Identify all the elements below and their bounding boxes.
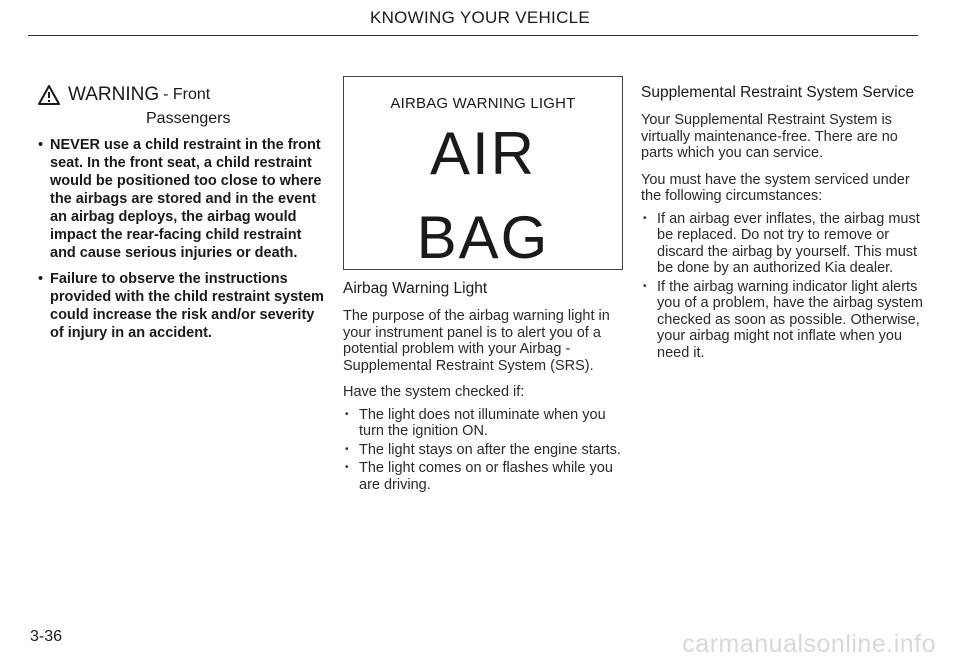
airbag-column <box>343 76 625 495</box>
header-divider <box>28 35 918 36</box>
paragraph: Your Supplemental Restraint System is virtually maintenance-free. There are no parts which you can service. <box>641 112 898 161</box>
airbag-warning-light-figure <box>343 76 623 270</box>
paragraph: The purpose of the airbag warning light in your instrument panel is to alert you of a potential problem with your Airbag - Supplemental Restraint System (SRS). <box>343 308 610 374</box>
warning-subtitle-line2: Passengers <box>146 110 231 127</box>
page-number: 3-36 <box>30 628 63 645</box>
figure-text-bag: BAG <box>416 204 550 271</box>
paragraph: You must have the system serviced under the following circumstances: <box>641 171 910 204</box>
page-header: KNOWING YOUR VEHICLE <box>369 8 591 27</box>
warning-subtitle-line1: - Front <box>163 86 211 103</box>
warning-triangle-icon <box>38 85 60 105</box>
list-item: • If the airbag warning indicator light alerts you of a problem, have the airbag system checked as soon as possible. Otherwise, your airbag might not inflate when you need it. <box>641 279 923 362</box>
list-item: • The light does not illuminate when you turn the ignition ON. <box>343 407 625 440</box>
watermark: carmanualsonline.info <box>682 630 936 658</box>
service-list <box>641 211 923 362</box>
warning-list <box>38 136 328 342</box>
warning-title: WARNING <box>68 84 160 105</box>
warning-item: • NEVER use a child restraint in the front seat. In the front seat, a child restraint would be positioned too close to where the airbags are stored and in the event an airbag deploys, the airbag would impact the rear-facing child restraint and cause serious injuries or death. <box>38 136 328 262</box>
warning-block <box>38 84 328 350</box>
paragraph: Have the system checked if: <box>343 384 525 400</box>
list-item: • If an airbag ever inflates, the airbag must be replaced. Do not try to remove or discard the airbag by yourself. This must be done by an authorized Kia dealer. <box>641 211 923 277</box>
check-list <box>343 407 625 494</box>
figure-title: AIRBAG WARNING LIGHT <box>390 95 576 112</box>
srs-column <box>641 84 923 363</box>
warning-item: • Failure to observe the instructions provided with the child restraint system could increase the risk and/or severity of injury in an accident. <box>38 270 328 342</box>
warning-heading <box>38 84 328 106</box>
section-heading: Supplemental Restraint System Service <box>641 84 915 101</box>
figure-text-air: AIR <box>429 120 537 187</box>
section-heading: Airbag Warning Light <box>343 280 488 297</box>
list-item: • The light comes on or flashes while you are driving. <box>343 460 625 493</box>
list-item: • The light stays on after the engine starts. <box>343 442 625 459</box>
